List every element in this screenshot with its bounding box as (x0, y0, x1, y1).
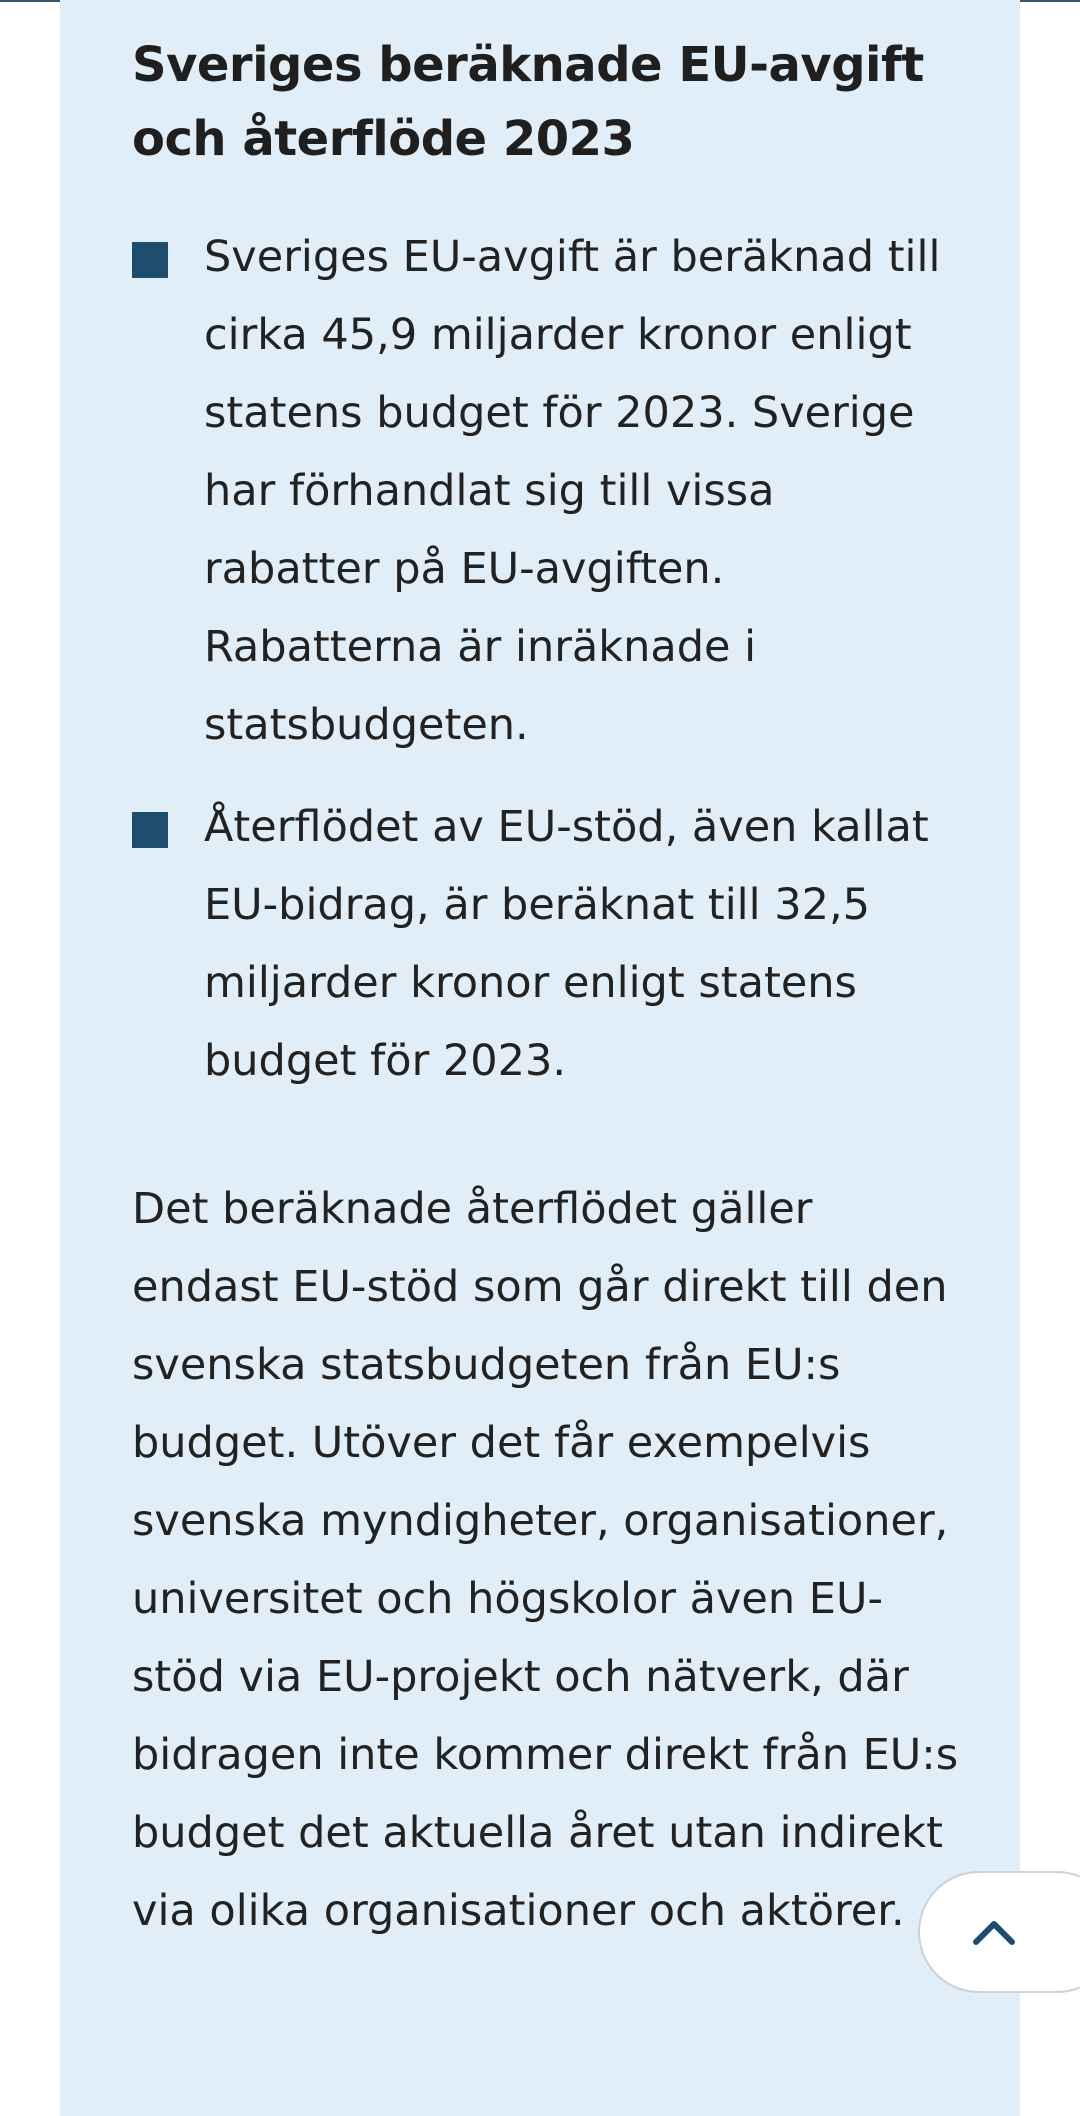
chevron-up-icon (972, 1918, 1016, 1946)
bullet-text: Återflödet av EU-stöd, även kallat EU-bidrag, är beräknat till 32,5 miljarder kronor enligt statens budget för 2023. (204, 802, 929, 1086)
bullet-list (132, 218, 952, 1124)
list-item (132, 788, 952, 1100)
section-title: Sveriges beräknade EU-avgift och återflöde 2023 (132, 37, 924, 167)
bullet-text: Sveriges EU-avgift är beräknad till cirka 45,9 miljarder kronor enligt statens budget för 2023. Sverige har förhandlat sig till vissa rabatter på EU-avgiften. Rabatterna är inräknade i statsbudgeten. (204, 232, 941, 750)
square-bullet-icon (132, 242, 168, 278)
list-item (132, 218, 952, 764)
body-paragraph: Det beräknade återflödet gäller endast EU-stöd som går direkt till den svenska statsbudgeten från EU:s budget. Utöver det får exempelvis svenska myndigheter, organisationer, universitet och högskolor även EU-stöd via EU-projekt och nätverk, där bidragen inte kommer direkt från EU:s budget det aktuella året utan indirekt via olika organisationer och aktörer. (132, 1184, 959, 1936)
square-bullet-icon (132, 812, 168, 848)
scroll-to-top-button[interactable] (918, 1871, 1080, 1993)
